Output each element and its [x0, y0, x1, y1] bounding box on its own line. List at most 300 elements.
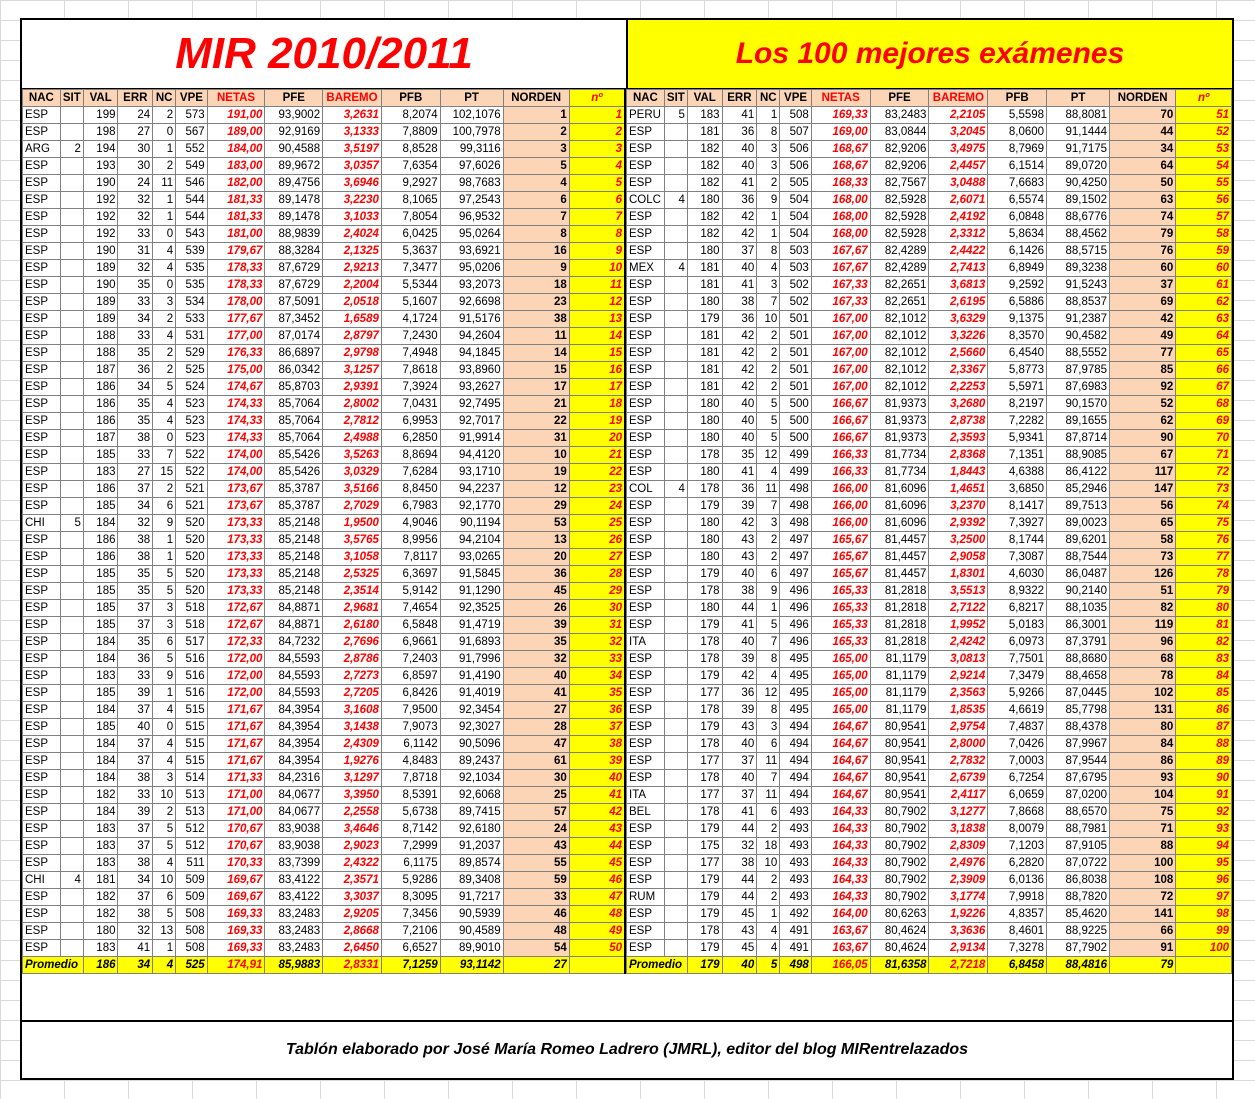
cell-baremo: 2,9205	[323, 906, 382, 923]
table-row	[627, 243, 1232, 260]
cell-nc: 5	[153, 379, 176, 396]
cell-no: 58	[1176, 226, 1232, 243]
cell-nc: 0	[153, 124, 176, 141]
cell-pfe: 83,2483	[870, 107, 929, 124]
table-row	[23, 804, 626, 821]
table-row	[627, 260, 1232, 277]
cell-baremo: 3,5166	[323, 481, 382, 498]
cell-val: 180	[687, 430, 722, 447]
cell-vpe: 507	[780, 124, 812, 141]
cell-baremo: 2,9058	[929, 549, 988, 566]
cell-nc: 2	[153, 362, 176, 379]
table-row	[627, 770, 1232, 787]
cell-sit	[664, 515, 687, 532]
cell-err: 32	[118, 260, 153, 277]
cell-val: 177	[687, 787, 722, 804]
cell-pfb: 8,0600	[988, 124, 1047, 141]
cell-sit	[60, 413, 83, 430]
average-cell: 27	[503, 957, 569, 974]
cell-pt: 89,7415	[440, 804, 503, 821]
cell-netas: 169,33	[811, 107, 870, 124]
cell-netas: 168,00	[811, 226, 870, 243]
cell-nc: 5	[757, 430, 780, 447]
table-row	[627, 277, 1232, 294]
cell-nc: 18	[757, 838, 780, 855]
cell-sit	[60, 107, 83, 124]
column-header: PT	[1047, 90, 1110, 107]
cell-sit	[664, 787, 687, 804]
cell-norden: 59	[503, 872, 569, 889]
title-bar	[22, 20, 1232, 89]
cell-pfb: 5,5598	[988, 107, 1047, 124]
cell-val: 178	[687, 447, 722, 464]
cell-baremo: 3,5263	[323, 447, 382, 464]
cell-nc: 2	[757, 175, 780, 192]
cell-pfb: 6,8426	[381, 685, 440, 702]
cell-nc: 7	[757, 634, 780, 651]
cell-err: 37	[118, 821, 153, 838]
cell-sit	[60, 651, 83, 668]
cell-baremo: 2,8002	[323, 396, 382, 413]
cell-err: 40	[722, 634, 757, 651]
column-header: PFE	[265, 90, 323, 107]
cell-pt: 88,1035	[1047, 600, 1110, 617]
cell-pfb: 6,4540	[988, 345, 1047, 362]
cell-netas: 165,33	[811, 617, 870, 634]
cell-no: 36	[569, 702, 625, 719]
cell-no: 97	[1176, 889, 1232, 906]
cell-nc: 1	[757, 600, 780, 617]
cell-baremo: 2,3909	[929, 872, 988, 889]
cell-val: 182	[83, 906, 118, 923]
cell-nc: 2	[153, 311, 176, 328]
cell-nc: 4	[757, 260, 780, 277]
cell-sit	[60, 617, 83, 634]
cell-no: 79	[1176, 583, 1232, 600]
cell-baremo: 1,9500	[323, 515, 382, 532]
cell-nac: PERU	[627, 107, 665, 124]
cell-pfb: 5,0183	[988, 617, 1047, 634]
cell-nc: 6	[757, 736, 780, 753]
cell-val: 179	[687, 617, 722, 634]
cell-no: 28	[569, 566, 625, 583]
cell-no: 30	[569, 600, 625, 617]
table-row	[627, 702, 1232, 719]
cell-pfe: 82,5928	[870, 192, 929, 209]
cell-netas: 166,67	[811, 396, 870, 413]
cell-norden: 119	[1110, 617, 1176, 634]
cell-sit	[664, 923, 687, 940]
cell-no: 16	[569, 362, 625, 379]
cell-pfe: 81,7734	[870, 447, 929, 464]
cell-nac: ESP	[23, 260, 61, 277]
cell-netas: 165,00	[811, 702, 870, 719]
cell-baremo: 2,7029	[323, 498, 382, 515]
cell-pt: 88,5715	[1047, 243, 1110, 260]
cell-pfe: 85,5426	[265, 447, 323, 464]
cell-no: 84	[1176, 668, 1232, 685]
cell-sit	[664, 430, 687, 447]
cell-norden: 46	[503, 906, 569, 923]
cell-no: 76	[1176, 532, 1232, 549]
cell-sit	[60, 192, 83, 209]
cell-err: 41	[722, 107, 757, 124]
cell-err: 38	[118, 855, 153, 872]
table-row	[23, 634, 626, 651]
cell-netas: 174,33	[207, 413, 265, 430]
cell-nc: 0	[153, 430, 176, 447]
cell-pfe: 85,2148	[265, 549, 323, 566]
cell-err: 40	[722, 566, 757, 583]
cell-norden: 79	[1110, 226, 1176, 243]
table-row	[627, 532, 1232, 549]
cell-norden: 32	[503, 651, 569, 668]
table-row	[23, 481, 626, 498]
table-row	[627, 804, 1232, 821]
cell-norden: 72	[1110, 889, 1176, 906]
cell-nc: 1	[757, 107, 780, 124]
cell-vpe: 513	[176, 787, 207, 804]
cell-netas: 178,33	[207, 277, 265, 294]
cell-err: 42	[722, 328, 757, 345]
average-cell: 93,1142	[440, 957, 503, 974]
cell-nac: ESP	[627, 464, 665, 481]
cell-vpe: 493	[780, 855, 812, 872]
cell-norden: 48	[503, 923, 569, 940]
cell-sit	[664, 396, 687, 413]
cell-err: 37	[118, 617, 153, 634]
cell-sit	[60, 668, 83, 685]
cell-err: 32	[118, 923, 153, 940]
table-row	[23, 209, 626, 226]
cell-netas: 174,33	[207, 396, 265, 413]
cell-err: 42	[722, 345, 757, 362]
cell-no: 48	[569, 906, 625, 923]
cell-err: 37	[118, 753, 153, 770]
cell-baremo: 2,4988	[323, 430, 382, 447]
cell-nc: 11	[153, 175, 176, 192]
cell-pfb: 6,6527	[381, 940, 440, 957]
cell-baremo: 2,7832	[929, 753, 988, 770]
cell-pfb: 7,2282	[988, 413, 1047, 430]
cell-pt: 92,6068	[440, 787, 503, 804]
cell-baremo: 2,7122	[929, 600, 988, 617]
cell-pfb: 7,8117	[381, 549, 440, 566]
cell-sit	[664, 566, 687, 583]
cell-pfe: 89,1478	[265, 209, 323, 226]
cell-sit	[60, 447, 83, 464]
table-row	[627, 124, 1232, 141]
cell-sit	[664, 804, 687, 821]
cell-err: 45	[722, 940, 757, 957]
cell-pt: 92,7017	[440, 413, 503, 430]
cell-vpe: 495	[780, 685, 812, 702]
cell-netas: 166,00	[811, 498, 870, 515]
cell-norden: 85	[1110, 362, 1176, 379]
cell-baremo: 2,3571	[323, 872, 382, 889]
cell-pfe: 81,9373	[870, 396, 929, 413]
cell-norden: 5	[503, 158, 569, 175]
cell-no: 47	[569, 889, 625, 906]
cell-val: 178	[687, 481, 722, 498]
cell-vpe: 513	[176, 804, 207, 821]
average-cell: 40	[722, 957, 757, 974]
cell-vpe: 499	[780, 464, 812, 481]
header-row	[627, 90, 1232, 107]
table-row	[23, 124, 626, 141]
cell-nac: ESP	[23, 362, 61, 379]
cell-err: 33	[118, 447, 153, 464]
cell-err: 38	[118, 770, 153, 787]
cell-sit	[60, 481, 83, 498]
cell-err: 40	[722, 396, 757, 413]
cell-nc: 12	[757, 447, 780, 464]
cell-sit	[664, 821, 687, 838]
cell-nac: ESP	[627, 413, 665, 430]
table-row	[23, 107, 626, 124]
cell-pt: 91,4719	[440, 617, 503, 634]
cell-vpe: 515	[176, 736, 207, 753]
cell-nc: 2	[757, 821, 780, 838]
column-header: VPE	[176, 90, 207, 107]
cell-no: 10	[569, 260, 625, 277]
cell-pt: 91,1444	[1047, 124, 1110, 141]
cell-no: 75	[1176, 515, 1232, 532]
cell-no: 57	[1176, 209, 1232, 226]
cell-no: 66	[1176, 362, 1232, 379]
cell-pfe: 84,3954	[265, 736, 323, 753]
cell-norden: 71	[1110, 821, 1176, 838]
cell-pfb: 7,4948	[381, 345, 440, 362]
cell-vpe: 502	[780, 277, 812, 294]
cell-nac: MEX	[627, 260, 665, 277]
cell-nc: 4	[153, 702, 176, 719]
cell-pfb: 5,3637	[381, 243, 440, 260]
cell-norden: 141	[1110, 906, 1176, 923]
cell-val: 186	[83, 532, 118, 549]
cell-no: 95	[1176, 855, 1232, 872]
cell-sit	[60, 923, 83, 940]
cell-no: 2	[569, 124, 625, 141]
cell-val: 180	[83, 923, 118, 940]
cell-norden: 14	[503, 345, 569, 362]
cell-pt: 97,2543	[440, 192, 503, 209]
cell-err: 38	[118, 532, 153, 549]
cell-val: 186	[83, 396, 118, 413]
cell-no: 17	[569, 379, 625, 396]
cell-nac: ESP	[627, 855, 665, 872]
table-row	[627, 430, 1232, 447]
cell-baremo: 3,0329	[323, 464, 382, 481]
column-header: ERR	[722, 90, 757, 107]
cell-baremo: 2,2253	[929, 379, 988, 396]
cell-pfe: 81,6096	[870, 498, 929, 515]
column-header: VAL	[687, 90, 722, 107]
cell-vpe: 573	[176, 107, 207, 124]
cell-nac: ESP	[627, 345, 665, 362]
cell-vpe: 521	[176, 498, 207, 515]
cell-pfb: 8,8694	[381, 447, 440, 464]
cell-vpe: 515	[176, 702, 207, 719]
cell-sit	[60, 753, 83, 770]
cell-pfe: 82,1012	[870, 362, 929, 379]
table-left	[22, 89, 626, 974]
cell-err: 33	[118, 787, 153, 804]
cell-vpe: 517	[176, 634, 207, 651]
cell-pfe: 81,4457	[870, 566, 929, 583]
cell-baremo: 3,3037	[323, 889, 382, 906]
cell-nac: ESP	[627, 702, 665, 719]
cell-sit	[664, 158, 687, 175]
cell-sit	[60, 940, 83, 957]
cell-vpe: 512	[176, 838, 207, 855]
cell-nc: 3	[757, 141, 780, 158]
cell-nac: ESP	[627, 447, 665, 464]
cell-no: 37	[569, 719, 625, 736]
cell-norden: 41	[503, 685, 569, 702]
cell-val: 183	[83, 855, 118, 872]
cell-norden: 10	[503, 447, 569, 464]
cell-norden: 86	[1110, 753, 1176, 770]
column-header: PT	[440, 90, 503, 107]
cell-no: 21	[569, 447, 625, 464]
cell-pfb: 7,0003	[988, 753, 1047, 770]
cell-nac: ESP	[23, 498, 61, 515]
cell-err: 33	[118, 328, 153, 345]
cell-nac: ESP	[627, 430, 665, 447]
cell-no: 25	[569, 515, 625, 532]
cell-vpe: 535	[176, 260, 207, 277]
table-row	[627, 753, 1232, 770]
cell-nac: ESP	[627, 651, 665, 668]
cell-val: 178	[687, 651, 722, 668]
cell-val: 184	[83, 753, 118, 770]
cell-nac: ESP	[23, 889, 61, 906]
cell-pt: 90,2140	[1047, 583, 1110, 600]
cell-sit: 5	[664, 107, 687, 124]
cell-norden: 30	[503, 770, 569, 787]
cell-pfb: 4,6030	[988, 566, 1047, 583]
cell-pfb: 8,8450	[381, 481, 440, 498]
cell-netas: 173,33	[207, 583, 265, 600]
cell-baremo: 3,2230	[323, 192, 382, 209]
cell-nc: 1	[757, 226, 780, 243]
cell-nc: 5	[757, 617, 780, 634]
cell-err: 24	[118, 175, 153, 192]
cell-err: 41	[118, 940, 153, 957]
cell-nc: 8	[757, 702, 780, 719]
cell-nc: 7	[757, 770, 780, 787]
cell-pfe: 80,7902	[870, 821, 929, 838]
cell-norden: 63	[1110, 192, 1176, 209]
cell-pfb: 7,2403	[381, 651, 440, 668]
cell-err: 44	[722, 821, 757, 838]
cell-norden: 6	[503, 192, 569, 209]
cell-no: 68	[1176, 396, 1232, 413]
cell-pfe: 81,6096	[870, 481, 929, 498]
cell-sit: 4	[60, 872, 83, 889]
cell-pt: 89,0023	[1047, 515, 1110, 532]
cell-pfb: 5,5971	[988, 379, 1047, 396]
cell-netas: 174,67	[207, 379, 265, 396]
cell-pt: 88,6776	[1047, 209, 1110, 226]
cell-pt: 93,2627	[440, 379, 503, 396]
cell-sit	[664, 498, 687, 515]
cell-nac: ESP	[23, 923, 61, 940]
average-cell: 174,91	[207, 957, 265, 974]
cell-nc: 6	[153, 634, 176, 651]
cell-nac: ESP	[627, 872, 665, 889]
table-row	[627, 481, 1232, 498]
cell-norden: 3	[503, 141, 569, 158]
cell-err: 44	[722, 889, 757, 906]
cell-netas: 172,33	[207, 634, 265, 651]
cell-nac: ESP	[23, 379, 61, 396]
cell-nac: COL	[627, 481, 665, 498]
cell-vpe: 509	[176, 889, 207, 906]
cell-vpe: 523	[176, 413, 207, 430]
cell-baremo: 2,8797	[323, 328, 382, 345]
cell-val: 185	[83, 617, 118, 634]
cell-vpe: 531	[176, 328, 207, 345]
cell-val: 181	[687, 345, 722, 362]
cell-sit	[664, 226, 687, 243]
cell-pfb: 6,0136	[988, 872, 1047, 889]
cell-nc: 2	[757, 872, 780, 889]
cell-nc: 2	[757, 362, 780, 379]
cell-nc: 1	[757, 906, 780, 923]
cell-sit	[664, 328, 687, 345]
cell-nac: ESP	[627, 753, 665, 770]
cell-sit	[60, 566, 83, 583]
cell-norden: 53	[503, 515, 569, 532]
cell-err: 32	[118, 515, 153, 532]
cell-val: 180	[687, 600, 722, 617]
cell-vpe: 494	[780, 736, 812, 753]
table-row	[627, 787, 1232, 804]
cell-baremo: 2,2004	[323, 277, 382, 294]
cell-nac: ESP	[23, 226, 61, 243]
cell-nac: ESP	[627, 923, 665, 940]
cell-pfe: 87,3452	[265, 311, 323, 328]
cell-norden: 117	[1110, 464, 1176, 481]
cell-no: 1	[569, 107, 625, 124]
cell-baremo: 2,9134	[929, 940, 988, 957]
cell-sit	[60, 702, 83, 719]
cell-netas: 167,67	[811, 243, 870, 260]
cell-sit	[60, 345, 83, 362]
cell-pt: 89,1502	[1047, 192, 1110, 209]
cell-nc: 3	[757, 277, 780, 294]
cell-pfe: 82,2651	[870, 277, 929, 294]
cell-pt: 90,1570	[1047, 396, 1110, 413]
cell-pfe: 82,9206	[870, 141, 929, 158]
cell-err: 39	[118, 685, 153, 702]
cell-pfb: 7,7501	[988, 651, 1047, 668]
cell-baremo: 3,3226	[929, 328, 988, 345]
cell-nc: 4	[153, 855, 176, 872]
cell-val: 190	[83, 243, 118, 260]
cell-err: 40	[722, 736, 757, 753]
cell-err: 41	[722, 175, 757, 192]
cell-nac: ESP	[627, 498, 665, 515]
cell-baremo: 2,8738	[929, 413, 988, 430]
cell-no: 18	[569, 396, 625, 413]
cell-pfe: 82,7567	[870, 175, 929, 192]
cell-netas: 170,67	[207, 821, 265, 838]
cell-pt: 91,7217	[440, 889, 503, 906]
cell-netas: 167,00	[811, 311, 870, 328]
